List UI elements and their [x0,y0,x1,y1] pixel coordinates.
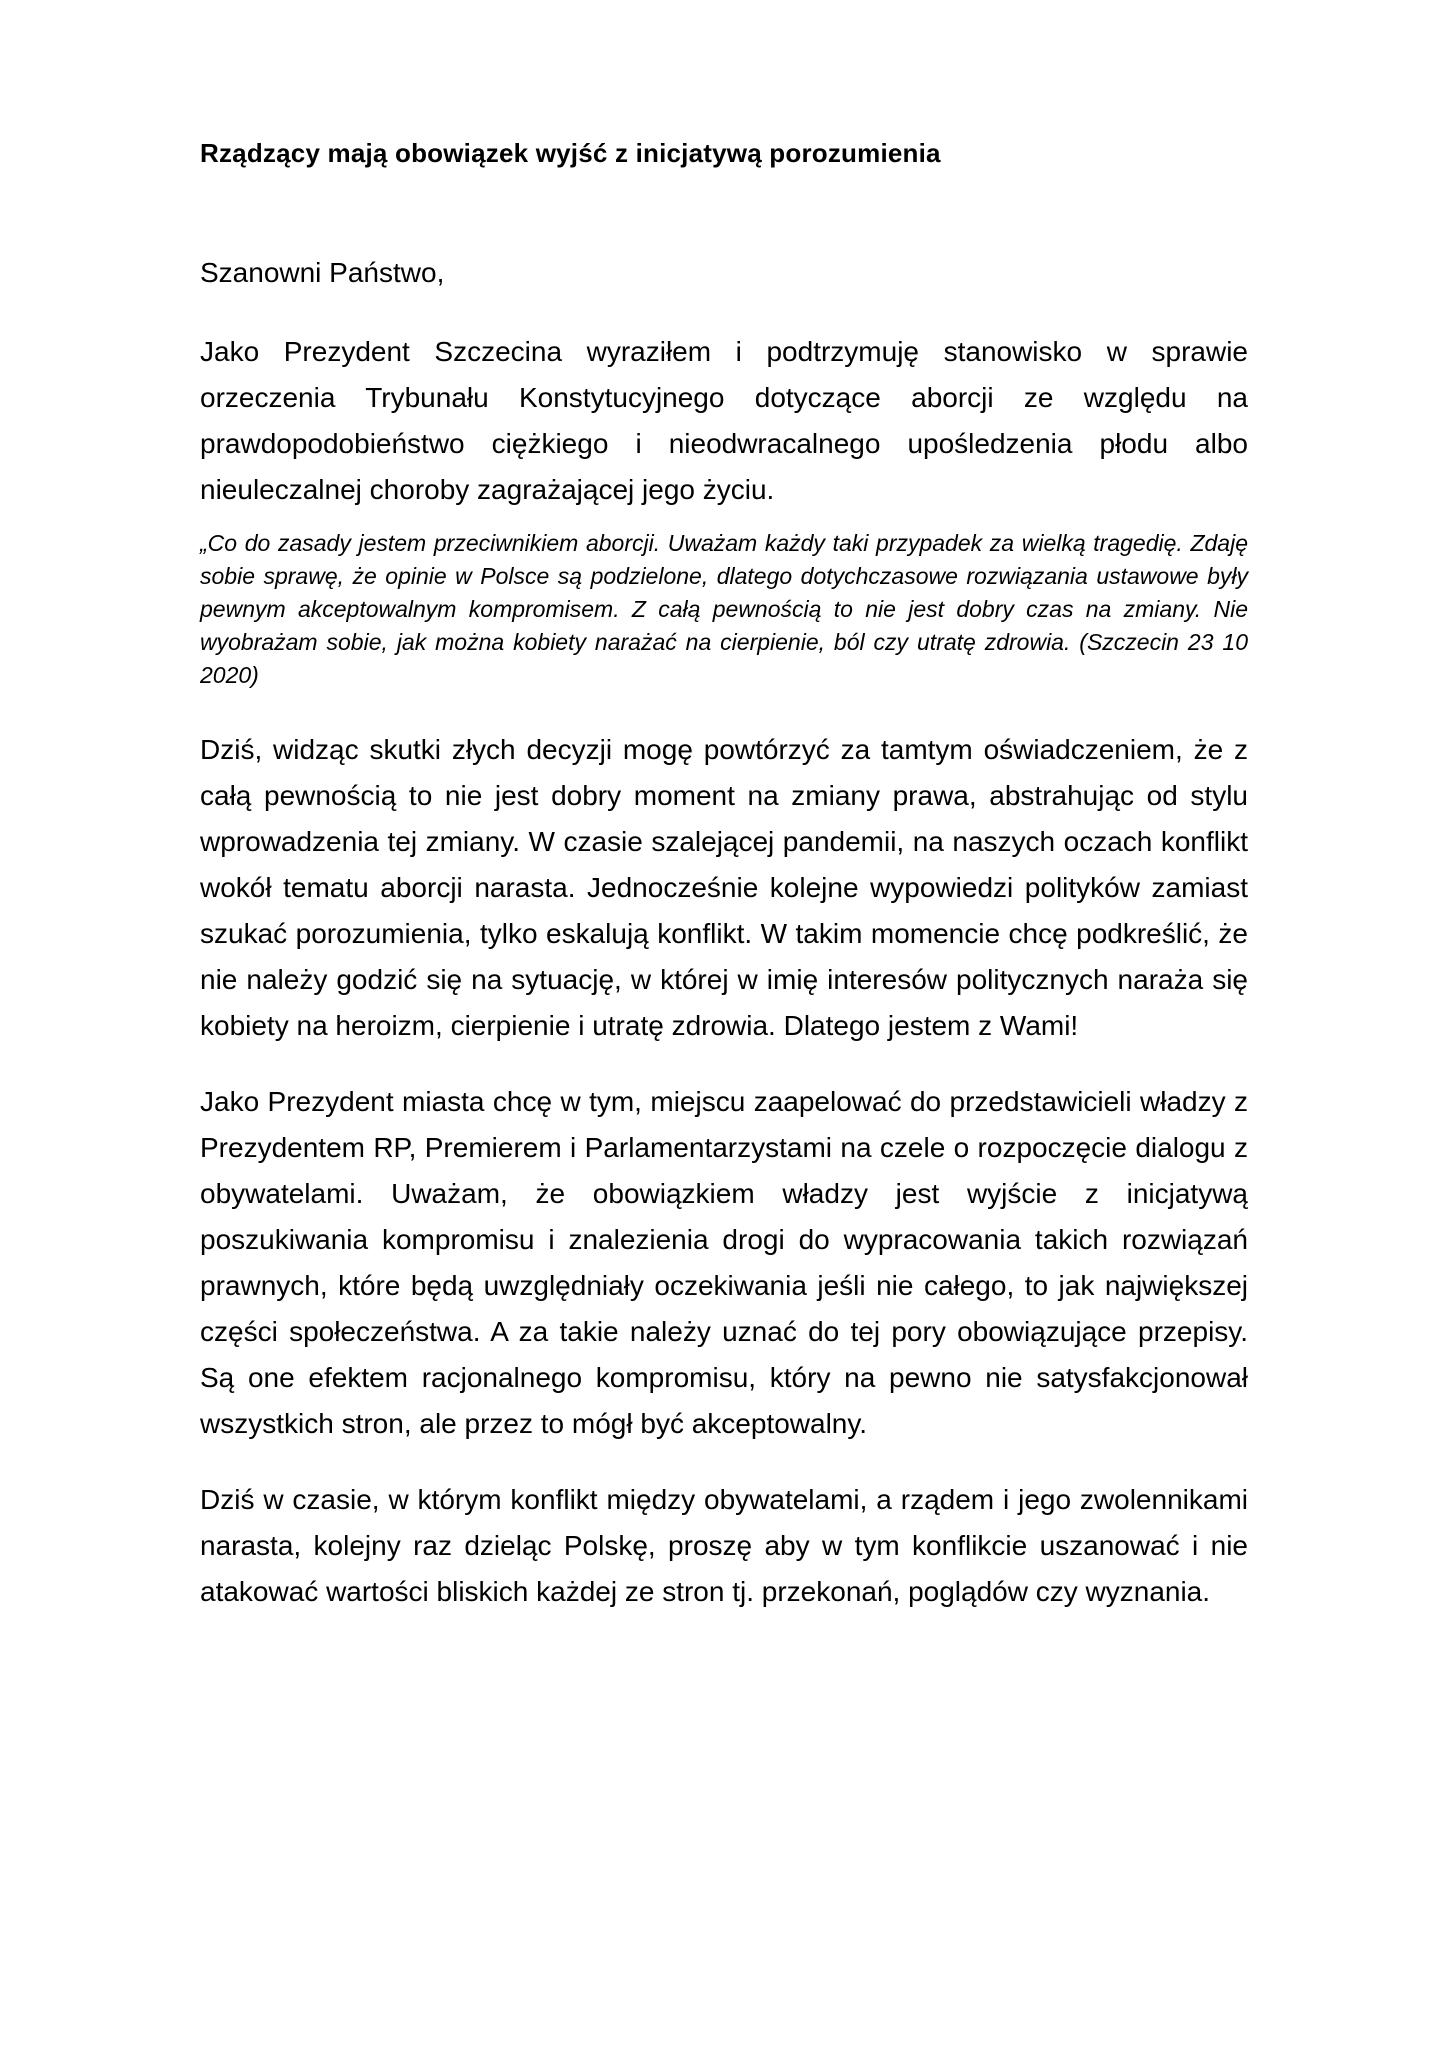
paragraph-intro: Jako Prezydent Szczecina wyraziłem i podtrzymuję stanowisko w sprawie orzeczenia Trybunału Konstytucyjnego dotyczące aborcji ze względu na prawdopodobieństwo ciężkiego i nieodwracalnego upośledzenia płodu albo nieuleczalnej choroby zagrażającej jego życiu. [200,336,1248,505]
paragraph-statement: Dziś, widząc skutki złych decyzji mogę powtórzyć za tamtym oświadczeniem, że z całą pewnością to nie jest dobry moment na zmiany prawa, abstrahując od stylu wprowadzenia tej zmiany. W czasie szalejącej pandemii, na naszych oczach konflikt wokół tematu aborcji narasta. Jednocześnie kolejne wypowiedzi polityków zamiast szukać porozumienia, tylko eskalują konflikt. W takim momencie chcę podkreślić, że nie należy godzić się na sytuację, w której w imię interesów politycznych naraża się kobiety na heroizm, cierpienie i utratę zdrowia. Dlatego jestem z Wami! [200,734,1248,1041]
paragraph-closing: Dziś w czasie, w którym konflikt między obywatelami, a rządem i jego zwolennikami narasta, kolejny raz dzieląc Polskę, proszę aby w tym konflikcie uszanować i nie atakować wartości bliskich każdej ze stron tj. przekonań, poglądów czy wyznania. [200,1484,1248,1607]
document-title: Rządzący mają obowiązek wyjść z inicjatywą porozumienia [200,138,941,168]
salutation: Szanowni Państwo, [200,257,445,288]
paragraph-appeal: Jako Prezydent miasta chcę w tym, miejscu zaapelować do przedstawicieli władzy z Prezydentem RP, Premierem i Parlamentarzystami na czele o rozpoczęcie dialogu z obywatelami. Uważam, że obowiązkiem władzy jest wyjście z inicjatywą poszukiwania kompromisu i znalezienia drogi do wypracowania takich rozwiązań prawnych, które będą uwzględniały oczekiwania jeśli nie całego, to jak największej części społeczeństwa. A za takie należy uznać do tej pory obowiązujące przepisy. Są one efektem racjonalnego kompromisu, który na pewno nie satysfakcjonował wszystkich stron, ale przez to mógł być akceptowalny. [200,1086,1248,1439]
quote-paragraph: „Co do zasady jestem przeciwnikiem aborcji. Uważam każdy taki przypadek za wielką tragedię. Zdaję sobie sprawę, że opinie w Polsce są podzielone, dlatego dotychczasowe rozwiązania ustawowe były pewnym akceptowalnym kompromisem. Z całą pewnością to nie jest dobry czas na zmiany. Nie wyobrażam sobie, jak można kobiety narażać na cierpienie, ból czy utratę zdrowia. (Szczecin 23 10 2020) [200,530,1248,688]
